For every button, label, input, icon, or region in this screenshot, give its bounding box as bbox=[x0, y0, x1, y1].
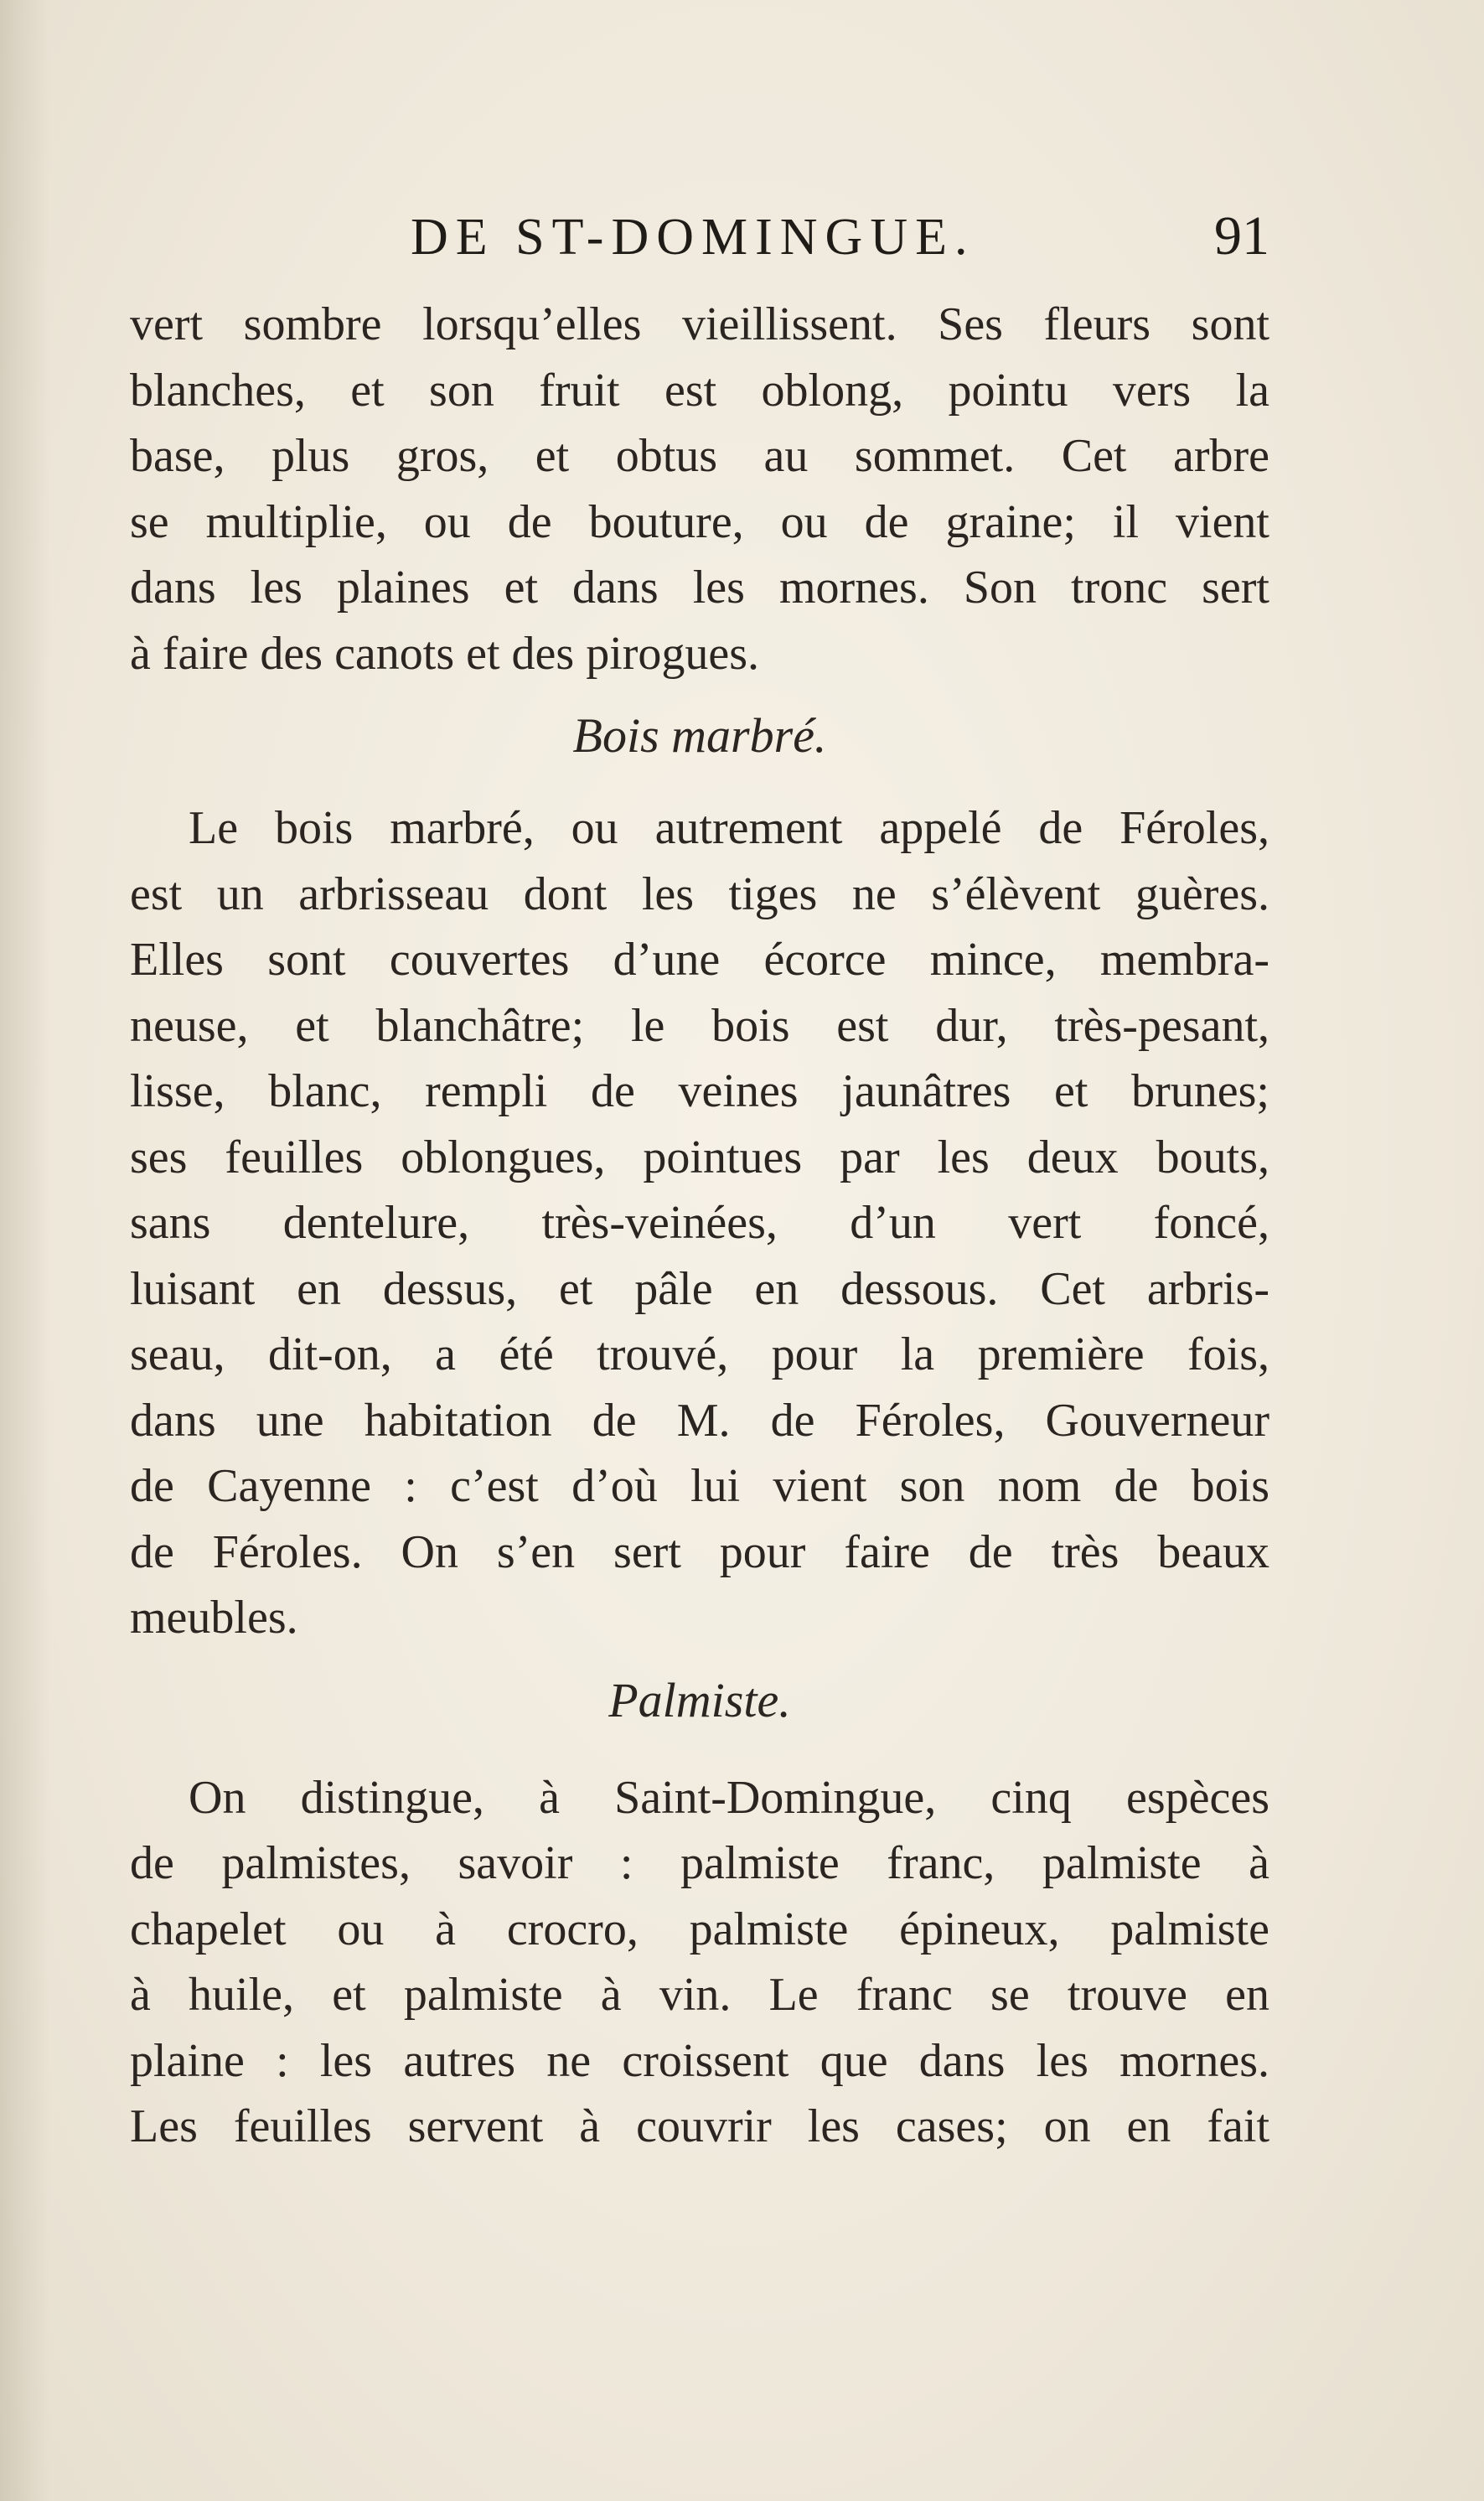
text-line: se multiplie, ou de bouture, ou de graine; il vient bbox=[130, 495, 1269, 548]
section-heading-palmiste: Palmiste. bbox=[608, 1672, 791, 1727]
text-line: blanches, et son fruit est oblong, pointu vers la bbox=[130, 364, 1269, 417]
text-line: de Cayenne : c’est d’où lui vient son nom de bois bbox=[130, 1460, 1269, 1512]
text-line: lisse, blanc, rempli de veines jaunâtres et brunes; bbox=[130, 1065, 1269, 1117]
text-line: seau, dit-on, a été trouvé, pour la première fois, bbox=[130, 1328, 1269, 1380]
text-line: neuse, et blanchâtre; le bois est dur, très-pesant, bbox=[130, 999, 1269, 1052]
text-line: de Féroles. On s’en sert pour faire de très beaux bbox=[130, 1525, 1269, 1578]
paragraph-continuation bbox=[130, 292, 1269, 686]
text-line: plaine : les autres ne croissent que dans les mornes. bbox=[130, 2034, 1269, 2087]
spine-shadow bbox=[0, 0, 50, 2501]
text-line: de palmistes, savoir : palmiste franc, palmiste à bbox=[130, 1837, 1269, 1889]
text-line: vert sombre lorsqu’elles vieillissent. Ses fleurs sont bbox=[130, 298, 1269, 350]
text-line: On distingue, à Saint-Domingue, cinq espèces bbox=[189, 1771, 1269, 1824]
paragraph-bois-marbre bbox=[130, 795, 1269, 1651]
text-line: meubles. bbox=[130, 1592, 298, 1644]
text-line: base, plus gros, et obtus au sommet. Cet arbre bbox=[130, 430, 1269, 482]
text-line: à faire des canots et des pirogues. bbox=[130, 627, 760, 680]
text-line: Elles sont couvertes d’une écorce mince, membra- bbox=[130, 934, 1269, 986]
text-line: ses feuilles oblongues, pointues par les deux bouts, bbox=[130, 1131, 1269, 1183]
paragraph-palmiste bbox=[130, 1765, 1269, 2160]
page-number: 91 bbox=[1214, 205, 1269, 267]
page-header bbox=[130, 199, 1269, 275]
text-line: Les feuilles servent à couvrir les cases; on en fait bbox=[130, 2100, 1269, 2152]
section-heading-bois-marbre: Bois marbré. bbox=[572, 708, 827, 763]
text-line: chapelet ou à crocro, palmiste épineux, palmiste bbox=[130, 1903, 1269, 1955]
text-line: dans les plaines et dans les mornes. Son tronc sert bbox=[130, 562, 1269, 614]
text-line: sans dentelure, très-veinées, d’un vert foncé, bbox=[130, 1197, 1269, 1249]
page-body bbox=[130, 292, 1269, 2160]
text-line: à huile, et palmiste à vin. Le franc se trouve en bbox=[130, 1969, 1269, 2021]
text-line: est un arbrisseau dont les tiges ne s’élèvent guères. bbox=[130, 867, 1269, 920]
text-line: luisant en dessus, et pâle en dessous. Cet arbris- bbox=[130, 1262, 1269, 1315]
running-head: DE ST-DOMINGUE. bbox=[411, 209, 975, 266]
text-line: Le bois marbré, ou autrement appelé de Féroles, bbox=[189, 802, 1269, 854]
text-line: dans une habitation de M. de Féroles, Gouverneur bbox=[130, 1394, 1269, 1447]
